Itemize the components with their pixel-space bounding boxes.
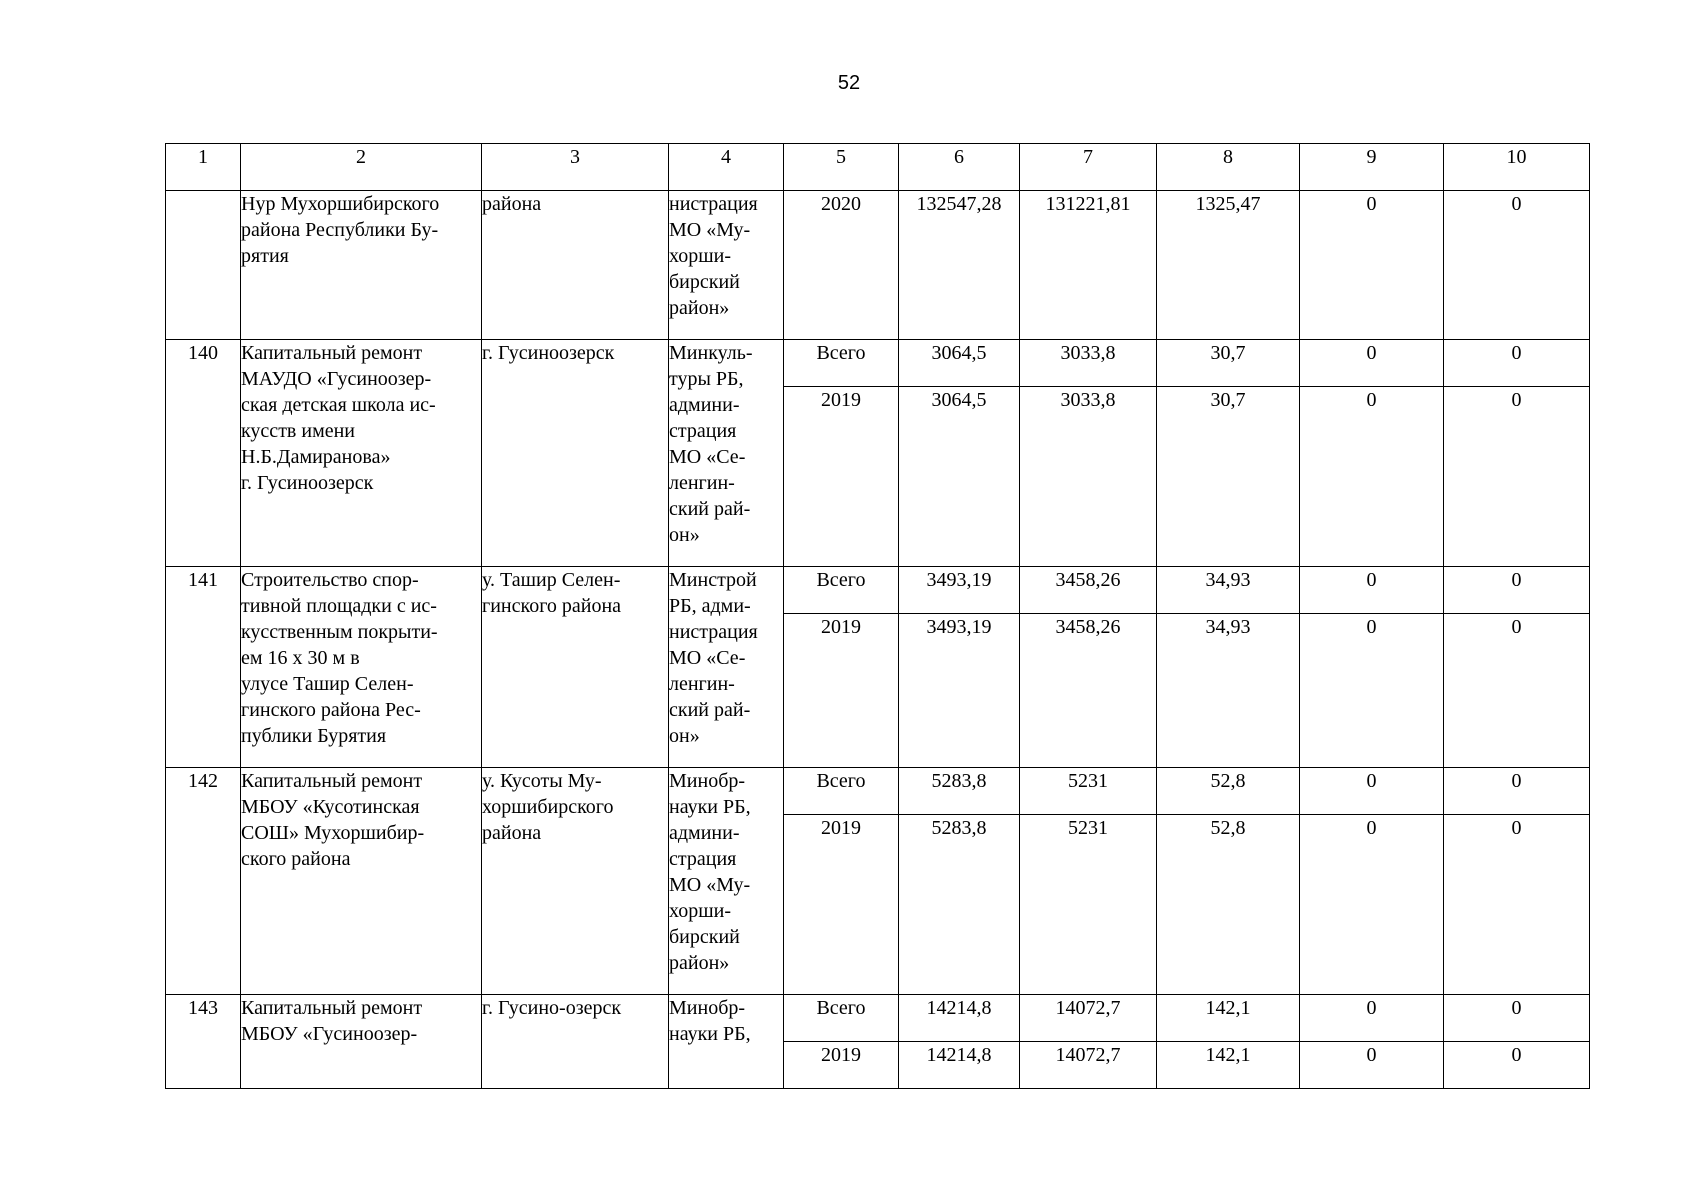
value-cell: 132547,28 <box>899 191 1020 340</box>
period-cell: 2019 <box>784 815 899 995</box>
value-cell: 142,1 <box>1157 1042 1300 1089</box>
value-cell: 3033,8 <box>1020 340 1157 387</box>
column-number-row <box>166 144 1590 191</box>
column-header: 8 <box>1157 144 1300 191</box>
value-cell: 0 <box>1444 995 1590 1042</box>
period-cell: Всего <box>784 995 899 1042</box>
row-number-cell: 142 <box>166 768 241 995</box>
customer-cell: нистрация МО «Му- хорши- бирский район» <box>669 191 784 340</box>
column-header: 10 <box>1444 144 1590 191</box>
value-cell: 14072,7 <box>1020 1042 1157 1089</box>
period-cell: 2019 <box>784 614 899 768</box>
customer-cell: Минстрой РБ, адми- нистрация МО «Се- ленгин- ский рай- он» <box>669 567 784 768</box>
row-number-cell: 141 <box>166 567 241 768</box>
value-cell: 34,93 <box>1157 614 1300 768</box>
value-cell: 0 <box>1300 815 1444 995</box>
value-cell: 5231 <box>1020 768 1157 815</box>
value-cell: 52,8 <box>1157 768 1300 815</box>
value-cell: 34,93 <box>1157 567 1300 614</box>
value-cell: 0 <box>1300 191 1444 340</box>
value-cell: 3458,26 <box>1020 614 1157 768</box>
value-cell: 0 <box>1300 567 1444 614</box>
row-number-cell <box>166 191 241 340</box>
value-cell: 0 <box>1444 1042 1590 1089</box>
value-cell: 0 <box>1444 340 1590 387</box>
column-header: 4 <box>669 144 784 191</box>
object-name-cell: Нур Мухоршибирского района Республики Бу- рятия <box>241 191 482 340</box>
location-cell: района <box>482 191 669 340</box>
value-cell: 0 <box>1300 387 1444 567</box>
object-name-cell: Капитальный ремонт МБОУ «Кусотинская СОШ» Мухоршибир- ского района <box>241 768 482 995</box>
value-cell: 52,8 <box>1157 815 1300 995</box>
object-name-cell: Капитальный ремонт МБОУ «Гусиноозер- <box>241 995 482 1089</box>
column-header: 1 <box>166 144 241 191</box>
value-cell: 14072,7 <box>1020 995 1157 1042</box>
value-cell: 0 <box>1444 614 1590 768</box>
column-header: 5 <box>784 144 899 191</box>
table-row <box>166 995 1590 1042</box>
period-cell: 2019 <box>784 387 899 567</box>
column-header: 3 <box>482 144 669 191</box>
value-cell: 0 <box>1444 191 1590 340</box>
period-cell: 2019 <box>784 1042 899 1089</box>
location-cell: у. Ташир Селен- гинского района <box>482 567 669 768</box>
period-cell: Всего <box>784 768 899 815</box>
value-cell: 142,1 <box>1157 995 1300 1042</box>
period-cell: Всего <box>784 340 899 387</box>
budget-table <box>165 143 1590 1089</box>
value-cell: 14214,8 <box>899 1042 1020 1089</box>
value-cell: 5231 <box>1020 815 1157 995</box>
value-cell: 0 <box>1300 340 1444 387</box>
location-cell: г. Гусиноозерск <box>482 340 669 567</box>
column-header: 2 <box>241 144 482 191</box>
value-cell: 30,7 <box>1157 340 1300 387</box>
row-number-cell: 143 <box>166 995 241 1089</box>
table-row <box>166 768 1590 815</box>
value-cell: 3458,26 <box>1020 567 1157 614</box>
value-cell: 3064,5 <box>899 387 1020 567</box>
value-cell: 5283,8 <box>899 768 1020 815</box>
value-cell: 0 <box>1300 614 1444 768</box>
table-row <box>166 567 1590 614</box>
customer-cell: Минкуль- туры РБ, админи- страция МО «Се- ленгин- ский рай- он» <box>669 340 784 567</box>
year-cell: 2020 <box>784 191 899 340</box>
location-cell: г. Гусино-озерск <box>482 995 669 1089</box>
object-name-cell: Строительство спор- тивной площадки с ис- кусственным покрыти- ем 16 х 30 м в улусе Ташир Селен- гинского района Рес- публики Бурятия <box>241 567 482 768</box>
customer-cell: Минобр- науки РБ, админи- страция МО «Му- хорши- бирский район» <box>669 768 784 995</box>
value-cell: 1325,47 <box>1157 191 1300 340</box>
value-cell: 3493,19 <box>899 614 1020 768</box>
page-number: 52 <box>837 72 861 94</box>
value-cell: 0 <box>1444 815 1590 995</box>
table-row <box>166 191 1590 340</box>
period-cell: Всего <box>784 567 899 614</box>
value-cell: 0 <box>1444 768 1590 815</box>
value-cell: 0 <box>1300 768 1444 815</box>
column-header: 6 <box>899 144 1020 191</box>
value-cell: 0 <box>1300 995 1444 1042</box>
value-cell: 0 <box>1300 1042 1444 1089</box>
value-cell: 14214,8 <box>899 995 1020 1042</box>
object-name-cell: Капитальный ремонт МАУДО «Гусиноозер- ская детская школа ис- кусств имени Н.Б.Дамиранова» г. Гусиноозерск <box>241 340 482 567</box>
location-cell: у. Кусоты Му- хоршибирского района <box>482 768 669 995</box>
value-cell: 3493,19 <box>899 567 1020 614</box>
value-cell: 0 <box>1444 387 1590 567</box>
customer-cell: Минобр- науки РБ, <box>669 995 784 1089</box>
value-cell: 3033,8 <box>1020 387 1157 567</box>
column-header: 9 <box>1300 144 1444 191</box>
row-number-cell: 140 <box>166 340 241 567</box>
table-row <box>166 340 1590 387</box>
value-cell: 30,7 <box>1157 387 1300 567</box>
value-cell: 3064,5 <box>899 340 1020 387</box>
value-cell: 131221,81 <box>1020 191 1157 340</box>
column-header: 7 <box>1020 144 1157 191</box>
value-cell: 0 <box>1444 567 1590 614</box>
value-cell: 5283,8 <box>899 815 1020 995</box>
